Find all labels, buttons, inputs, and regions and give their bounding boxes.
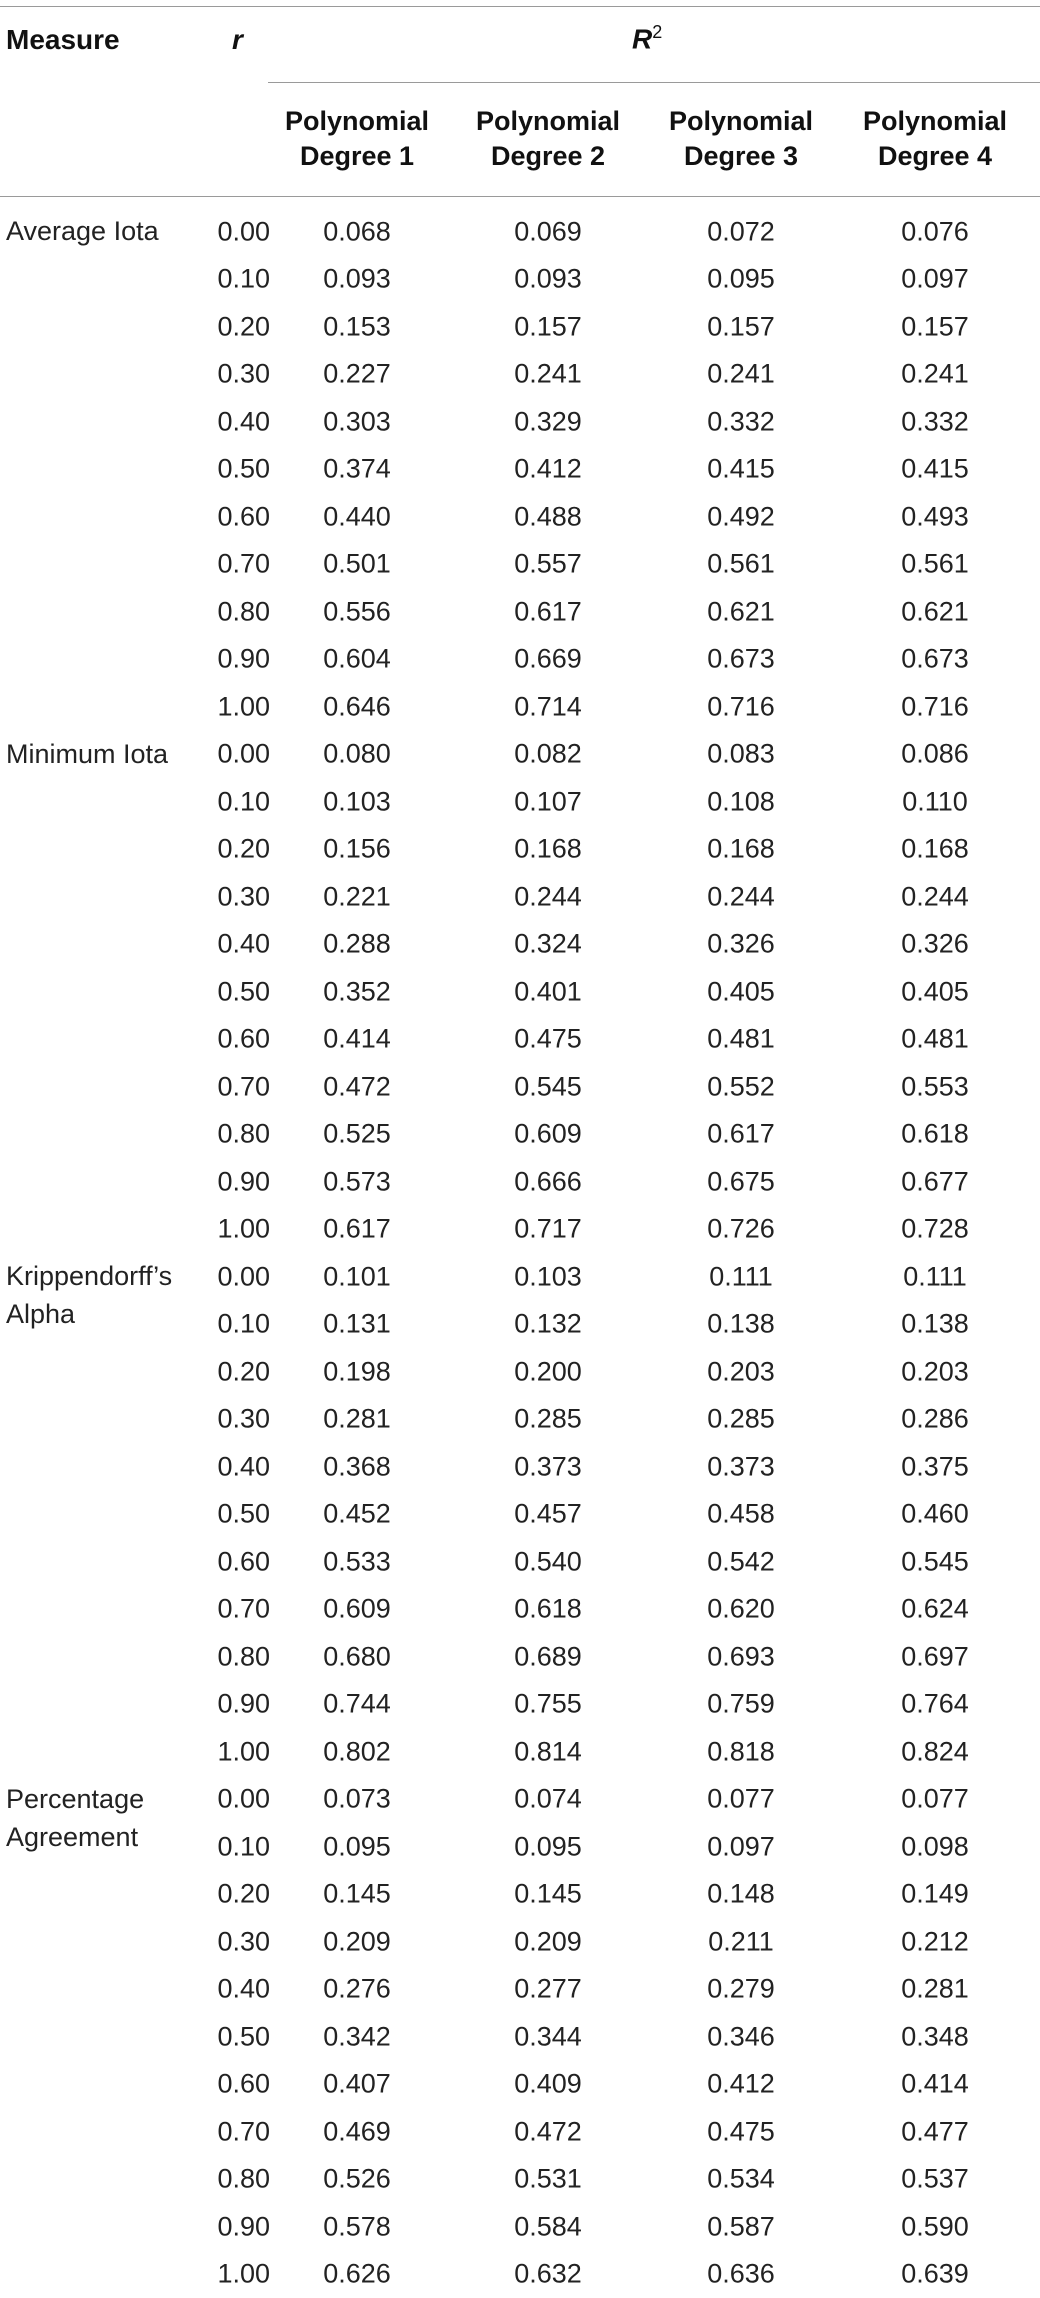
table-row [0,1016,1040,1064]
r-value: 0.60 [198,1024,270,1055]
degree-1-value: 0.068 [292,216,422,247]
degree-3-value: 0.211 [676,1926,806,1957]
r-value: 0.70 [198,1071,270,1102]
degree-4-value: 0.244 [870,881,1000,912]
degree-2-value: 0.132 [483,1309,613,1340]
r-value: 0.00 [198,1261,270,1292]
degree-4-value: 0.590 [870,2211,1000,2242]
degree-4-value: 0.375 [870,1451,1000,1482]
header-degree-2: Polynomial Degree 2 [463,104,633,174]
degree-3-value: 0.346 [676,2021,806,2052]
degree-4-value: 0.728 [870,1214,1000,1245]
r-value: 0.90 [198,1166,270,1197]
r-value: 1.00 [198,1214,270,1245]
table-row [0,2108,1040,2156]
degree-3-value: 0.285 [676,1404,806,1435]
degree-1-value: 0.281 [292,1404,422,1435]
degree-3-value: 0.415 [676,454,806,485]
degree-4-value: 0.077 [870,1784,1000,1815]
table-row [0,1301,1040,1349]
r-value: 0.60 [198,1546,270,1577]
degree-3-value: 0.332 [676,406,806,437]
table-row [0,588,1040,636]
degree-4-value: 0.110 [870,786,1000,817]
degree-2-value: 0.557 [483,549,613,580]
degree-3-value: 0.326 [676,929,806,960]
table-row [0,1396,1040,1444]
header-r-squared: $R^2$ [632,22,662,55]
degree-3-value: 0.542 [676,1546,806,1577]
degree-1-value: 0.609 [292,1594,422,1625]
degree-1-value: 0.103 [292,786,422,817]
degree-1-value: 0.095 [292,1831,422,1862]
table-row [0,2013,1040,2061]
degree-3-value: 0.168 [676,834,806,865]
degree-3-value: 0.138 [676,1309,806,1340]
degree-1-value: 0.472 [292,1071,422,1102]
degree-3-value: 0.111 [676,1261,806,1292]
degree-4-value: 0.493 [870,501,1000,532]
table-row [0,1633,1040,1681]
r-value: 0.30 [198,881,270,912]
r-value: 0.40 [198,1451,270,1482]
degree-2-value: 0.209 [483,1926,613,1957]
degree-2-value: 0.329 [483,406,613,437]
degree-4-value: 0.138 [870,1309,1000,1340]
r-value: 0.50 [198,1499,270,1530]
table-row [0,446,1040,494]
degree-2-value: 0.814 [483,1736,613,1767]
degree-1-value: 0.227 [292,359,422,390]
table-row [0,873,1040,921]
table-row [0,1728,1040,1776]
table-row [0,541,1040,589]
degree-3-value: 0.108 [676,786,806,817]
r-value: 0.30 [198,359,270,390]
r-value: 1.00 [198,1736,270,1767]
header-measure: Measure [6,24,120,56]
header-degree-3: Polynomial Degree 3 [656,104,826,174]
r-value: 0.60 [198,2069,270,2100]
degree-2-value: 0.241 [483,359,613,390]
r-value: 0.10 [198,264,270,295]
degree-2-value: 0.755 [483,1689,613,1720]
degree-2-value: 0.344 [483,2021,613,2052]
degree-1-value: 0.469 [292,2116,422,2147]
r-value: 0.20 [198,834,270,865]
r-value: 1.00 [198,2259,270,2290]
degree-3-value: 0.203 [676,1356,806,1387]
degree-1-value: 0.342 [292,2021,422,2052]
table-row [0,2251,1040,2298]
degree-4-value: 0.553 [870,1071,1000,1102]
degree-1-value: 0.080 [292,739,422,770]
r-value: 0.90 [198,1689,270,1720]
measure-label-line: Average Iota [6,212,159,250]
r-value: 1.00 [198,691,270,722]
degree-2-value: 0.082 [483,739,613,770]
r-value: 0.70 [198,1594,270,1625]
r-value: 0.10 [198,786,270,817]
table-row [0,1348,1040,1396]
degree-1-value: 0.198 [292,1356,422,1387]
measure-label-line: Minimum Iota [6,735,168,773]
table-row [0,398,1040,446]
degree-2-value: 0.069 [483,216,613,247]
degree-2-value: 0.244 [483,881,613,912]
degree-4-value: 0.281 [870,1974,1000,2005]
degree-2-value: 0.475 [483,1024,613,1055]
degree-3-value: 0.405 [676,976,806,1007]
degree-1-value: 0.352 [292,976,422,1007]
degree-1-value: 0.374 [292,454,422,485]
degree-3-value: 0.157 [676,311,806,342]
degree-2-value: 0.095 [483,1831,613,1862]
degree-1-value: 0.288 [292,929,422,960]
degree-4-value: 0.332 [870,406,1000,437]
degree-2-value: 0.717 [483,1214,613,1245]
degree-4-value: 0.415 [870,454,1000,485]
degree-3-value: 0.097 [676,1831,806,1862]
degree-1-value: 0.414 [292,1024,422,1055]
degree-1-value: 0.802 [292,1736,422,1767]
degree-1-value: 0.533 [292,1546,422,1577]
degree-4-value: 0.098 [870,1831,1000,1862]
degree-3-value: 0.693 [676,1641,806,1672]
table-row [0,2061,1040,2109]
r-value: 0.90 [198,644,270,675]
header-degree-1: Polynomial Degree 1 [272,104,442,174]
degree-3-value: 0.241 [676,359,806,390]
table-row [0,1206,1040,1254]
degree-4-value: 0.618 [870,1119,1000,1150]
degree-3-value: 0.072 [676,216,806,247]
degree-3-value: 0.083 [676,739,806,770]
degree-4-value: 0.545 [870,1546,1000,1577]
degree-2-value: 0.409 [483,2069,613,2100]
r-value: 0.10 [198,1309,270,1340]
r-value: 0.70 [198,2116,270,2147]
degree-1-value: 0.101 [292,1261,422,1292]
r-value: 0.80 [198,1641,270,1672]
table-row [0,1063,1040,1111]
degree-1-value: 0.407 [292,2069,422,2100]
r-value: 0.70 [198,549,270,580]
degree-1-value: 0.526 [292,2164,422,2195]
r-value: 0.20 [198,1879,270,1910]
degree-2-value: 0.412 [483,454,613,485]
top-rule [0,6,1040,7]
degree-3-value: 0.617 [676,1119,806,1150]
degree-2-value: 0.472 [483,2116,613,2147]
degree-1-value: 0.221 [292,881,422,912]
r-value: 0.00 [198,216,270,247]
degree-4-value: 0.149 [870,1879,1000,1910]
r-value: 0.20 [198,1356,270,1387]
degree-2-value: 0.584 [483,2211,613,2242]
degree-4-value: 0.764 [870,1689,1000,1720]
degree-4-value: 0.621 [870,596,1000,627]
degree-3-value: 0.716 [676,691,806,722]
degree-2-value: 0.714 [483,691,613,722]
table-row [0,1491,1040,1539]
degree-4-value: 0.212 [870,1926,1000,1957]
degree-4-value: 0.624 [870,1594,1000,1625]
degree-2-value: 0.617 [483,596,613,627]
r-value: 0.80 [198,2164,270,2195]
r-value: 0.40 [198,406,270,437]
table-row [0,1823,1040,1871]
degree-3-value: 0.587 [676,2211,806,2242]
measure-label-line: Krippendorff’s [6,1257,172,1295]
table-row [0,778,1040,826]
degree-4-value: 0.537 [870,2164,1000,2195]
degree-3-value: 0.492 [676,501,806,532]
degree-1-value: 0.626 [292,2259,422,2290]
degree-3-value: 0.095 [676,264,806,295]
degree-4-value: 0.716 [870,691,1000,722]
degree-2-value: 0.540 [483,1546,613,1577]
degree-1-value: 0.573 [292,1166,422,1197]
degree-4-value: 0.097 [870,264,1000,295]
degree-3-value: 0.148 [676,1879,806,1910]
degree-1-value: 0.680 [292,1641,422,1672]
table-row [0,968,1040,1016]
degree-2-value: 0.401 [483,976,613,1007]
degree-1-value: 0.501 [292,549,422,580]
degree-4-value: 0.168 [870,834,1000,865]
r-value: 0.50 [198,976,270,1007]
r-value: 0.50 [198,454,270,485]
degree-2-value: 0.157 [483,311,613,342]
degree-1-value: 0.156 [292,834,422,865]
degree-2-value: 0.373 [483,1451,613,1482]
degree-1-value: 0.153 [292,311,422,342]
degree-4-value: 0.460 [870,1499,1000,1530]
degree-3-value: 0.458 [676,1499,806,1530]
degree-4-value: 0.561 [870,549,1000,580]
degree-4-value: 0.697 [870,1641,1000,1672]
r-value: 0.60 [198,501,270,532]
degree-4-value: 0.086 [870,739,1000,770]
degree-2-value: 0.145 [483,1879,613,1910]
table-row [0,256,1040,304]
degree-3-value: 0.412 [676,2069,806,2100]
degree-2-value: 0.107 [483,786,613,817]
degree-1-value: 0.578 [292,2211,422,2242]
table-row [0,636,1040,684]
degree-1-value: 0.276 [292,1974,422,2005]
degree-4-value: 0.405 [870,976,1000,1007]
table-row [0,2203,1040,2251]
table-row [0,1966,1040,2014]
degree-1-value: 0.440 [292,501,422,532]
degree-1-value: 0.093 [292,264,422,295]
r-value: 0.40 [198,929,270,960]
degree-4-value: 0.673 [870,644,1000,675]
degree-1-value: 0.556 [292,596,422,627]
degree-1-value: 0.604 [292,644,422,675]
r-value: 0.30 [198,1926,270,1957]
degree-2-value: 0.632 [483,2259,613,2290]
r-value: 0.80 [198,596,270,627]
table-row [0,731,1040,779]
degree-4-value: 0.241 [870,359,1000,390]
table-row [0,208,1040,256]
degree-2-value: 0.531 [483,2164,613,2195]
degree-1-value: 0.452 [292,1499,422,1530]
degree-1-value: 0.368 [292,1451,422,1482]
table-row [0,493,1040,541]
degree-2-value: 0.168 [483,834,613,865]
degree-3-value: 0.279 [676,1974,806,2005]
degree-4-value: 0.824 [870,1736,1000,1767]
table-row [0,683,1040,731]
degree-1-value: 0.131 [292,1309,422,1340]
degree-3-value: 0.726 [676,1214,806,1245]
degree-3-value: 0.621 [676,596,806,627]
measure-label-line: Alpha [6,1295,172,1333]
header-bottom-rule [0,196,1040,197]
table-row [0,1776,1040,1824]
r-value: 0.00 [198,739,270,770]
degree-2-value: 0.666 [483,1166,613,1197]
degree-4-value: 0.481 [870,1024,1000,1055]
table-row [0,1681,1040,1729]
table-row [0,1253,1040,1301]
degree-2-value: 0.545 [483,1071,613,1102]
r2-span-rule [268,82,1040,83]
degree-4-value: 0.639 [870,2259,1000,2290]
degree-2-value: 0.488 [483,501,613,532]
degree-4-value: 0.157 [870,311,1000,342]
degree-3-value: 0.561 [676,549,806,580]
degree-2-value: 0.689 [483,1641,613,1672]
degree-4-value: 0.076 [870,216,1000,247]
degree-1-value: 0.525 [292,1119,422,1150]
degree-1-value: 0.209 [292,1926,422,1957]
r-value: 0.90 [198,2211,270,2242]
degree-1-value: 0.303 [292,406,422,437]
degree-2-value: 0.285 [483,1404,613,1435]
header-r: r [232,24,243,56]
degree-3-value: 0.481 [676,1024,806,1055]
degree-3-value: 0.675 [676,1166,806,1197]
table-row [0,1538,1040,1586]
table-row [0,2156,1040,2204]
degree-2-value: 0.074 [483,1784,613,1815]
degree-2-value: 0.093 [483,264,613,295]
degree-2-value: 0.669 [483,644,613,675]
degree-2-value: 0.324 [483,929,613,960]
degree-1-value: 0.744 [292,1689,422,1720]
r-value: 0.40 [198,1974,270,2005]
measure-label-line: Percentage [6,1780,144,1818]
header-degree-4: Polynomial Degree 4 [850,104,1020,174]
degree-4-value: 0.677 [870,1166,1000,1197]
degree-4-value: 0.477 [870,2116,1000,2147]
measure-label-line: Agreement [6,1818,144,1856]
r-value: 0.20 [198,311,270,342]
degree-3-value: 0.818 [676,1736,806,1767]
r-value: 0.50 [198,2021,270,2052]
degree-2-value: 0.609 [483,1119,613,1150]
degree-3-value: 0.552 [676,1071,806,1102]
degree-3-value: 0.475 [676,2116,806,2147]
degree-3-value: 0.534 [676,2164,806,2195]
table-row [0,351,1040,399]
table-row [0,1158,1040,1206]
degree-2-value: 0.277 [483,1974,613,2005]
degree-2-value: 0.200 [483,1356,613,1387]
degree-3-value: 0.244 [676,881,806,912]
r-value: 0.30 [198,1404,270,1435]
table-row [0,921,1040,969]
degree-3-value: 0.373 [676,1451,806,1482]
table-row [0,1918,1040,1966]
degree-4-value: 0.111 [870,1261,1000,1292]
degree-2-value: 0.457 [483,1499,613,1530]
degree-3-value: 0.759 [676,1689,806,1720]
r-value: 0.10 [198,1831,270,1862]
degree-3-value: 0.673 [676,644,806,675]
degree-4-value: 0.326 [870,929,1000,960]
table-row [0,1586,1040,1634]
degree-4-value: 0.286 [870,1404,1000,1435]
r-value: 0.00 [198,1784,270,1815]
degree-4-value: 0.203 [870,1356,1000,1387]
table-row [0,1443,1040,1491]
degree-1-value: 0.145 [292,1879,422,1910]
degree-1-value: 0.073 [292,1784,422,1815]
degree-1-value: 0.617 [292,1214,422,1245]
table-row [0,1111,1040,1159]
degree-2-value: 0.103 [483,1261,613,1292]
table-row [0,303,1040,351]
table-row [0,826,1040,874]
degree-4-value: 0.414 [870,2069,1000,2100]
degree-1-value: 0.646 [292,691,422,722]
table-row [0,1871,1040,1919]
degree-3-value: 0.636 [676,2259,806,2290]
degree-3-value: 0.620 [676,1594,806,1625]
degree-4-value: 0.348 [870,2021,1000,2052]
r-value: 0.80 [198,1119,270,1150]
degree-2-value: 0.618 [483,1594,613,1625]
degree-3-value: 0.077 [676,1784,806,1815]
